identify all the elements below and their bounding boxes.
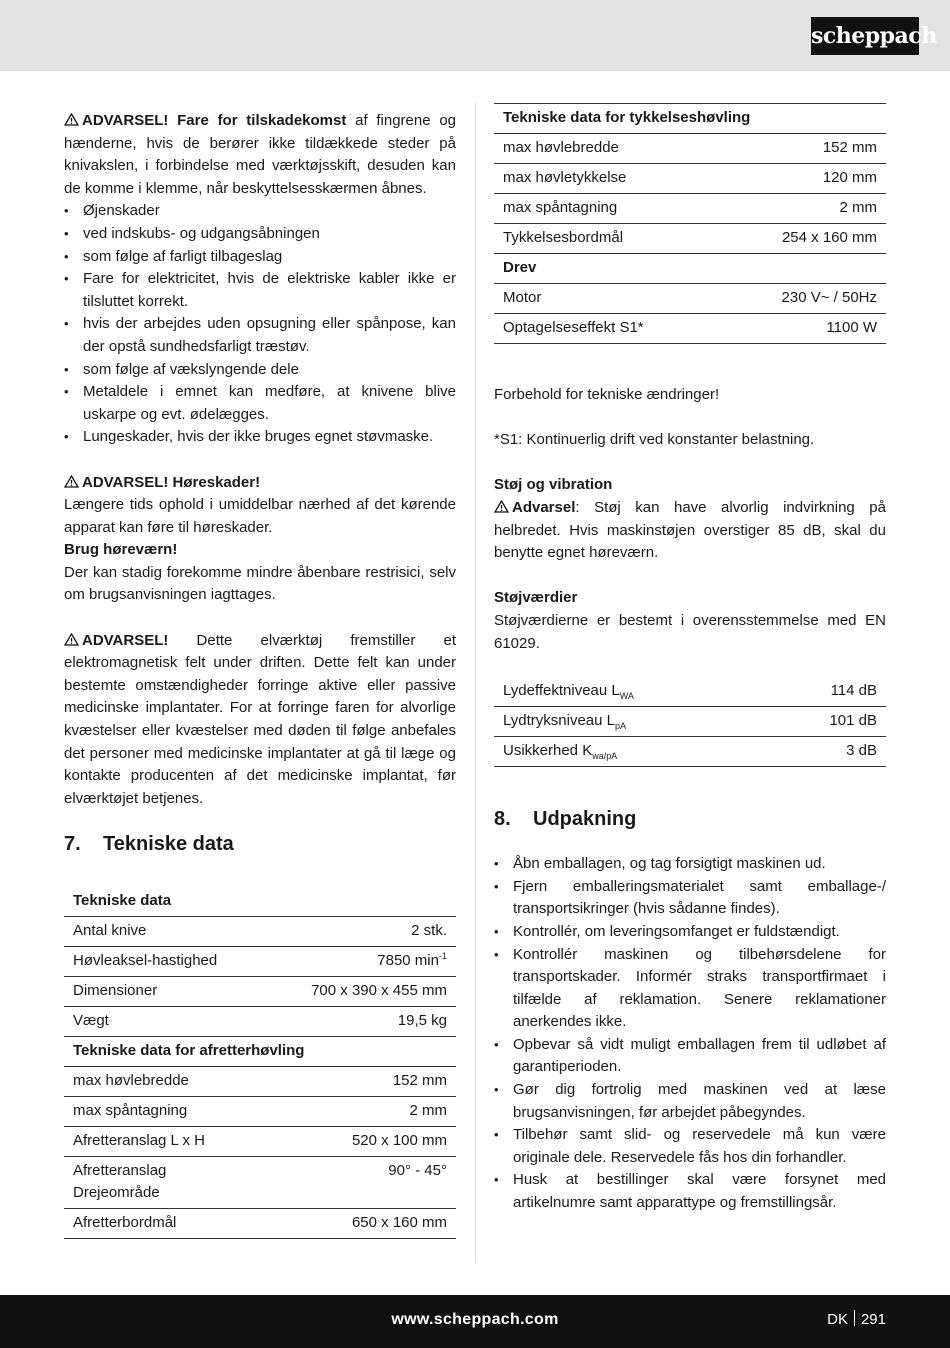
- technical-data-table: [64, 887, 456, 1239]
- list-item: • Tilbehør samt slid- og reservedele må kun være originale dele. Reservedele fås hos din forhandler.: [494, 1124, 886, 1169]
- page-number-value: 291: [860, 1311, 886, 1328]
- left-column: [64, 110, 456, 1239]
- s1-note: *S1: Kontinuerlig drift ved konstanter belastning.: [494, 431, 815, 449]
- noise-vibration-heading: Støj og vibration: [494, 476, 613, 494]
- separator: [854, 1310, 855, 1326]
- list-item: • Opbevar så vidt muligt emballagen frem til udløbet af garantiperioden.: [494, 1034, 886, 1079]
- thicknessing-data-table: [494, 103, 886, 344]
- list-item: • Fare for elektricitet, hvis de elektriske kabler ikke er tilsluttet korrekt.: [64, 268, 456, 313]
- language-code: DK: [827, 1311, 848, 1328]
- list-item: • Lungeskader, hvis der ikke bruges egnet støvmaske.: [64, 426, 456, 449]
- table-row: Antal knive 2 stk.: [64, 917, 456, 947]
- table-row: Tekniske data for afretterhøvling: [64, 1037, 456, 1067]
- table-row: Vægt 19,5 kg: [64, 1007, 456, 1037]
- table-row: max høvlebredde 152 mm: [64, 1067, 456, 1097]
- list-item: • Gør dig fortrolig med maskinen ved at læse brugsanvisningen, før arbejdet påbegyndes.: [494, 1079, 886, 1124]
- table-row: Dimensioner 700 x 390 x 455 mm: [64, 977, 456, 1007]
- table-row: Usikkerhed $K_{wa/pA}$ 3 dB: [494, 737, 886, 767]
- table-row: Lydeffektniveau $L_{WA}$ 114 dB: [494, 677, 886, 707]
- page-number: [827, 1309, 886, 1332]
- noise-values-heading: Støjværdier: [494, 589, 578, 607]
- table-row: Tekniske data for tykkelseshøvling: [494, 104, 886, 134]
- table-row: Afretterbordmål 650 x 160 mm: [64, 1209, 456, 1239]
- list-item: • hvis der arbejdes uden opsugning eller spånpose, kan der opstå sundhedsfarligt træstøv.: [64, 313, 456, 358]
- noise-values-section: Støjværdier Støjværdierne er bestemt i overensstemmelse med EN 61029.: [494, 589, 886, 652]
- table-row: max høvletykkelse 120 mm: [494, 164, 886, 194]
- warning-hearing: [64, 472, 456, 608]
- residual-risk-text: Der kan stadig forekomme mindre åbenbare restrisici, selv om brugsanvisningen iagttages.: [64, 563, 456, 604]
- warning-injury-heading: ADVARSEL! Fare for tilskadekomst: [82, 112, 347, 129]
- table-row: Lydtryksniveau $L_{pA}$ 101 dB: [494, 707, 886, 737]
- warning-hearing-heading: ADVARSEL! Høreskader!: [82, 473, 261, 491]
- warning-triangle-icon: [494, 500, 509, 513]
- warning-emf: [64, 630, 456, 811]
- website-link[interactable]: www.scheppach.com: [391, 1311, 559, 1328]
- section-7-heading: 7. Tekniske data: [64, 833, 234, 856]
- unpacking-list: [494, 853, 886, 1215]
- table-row: Afretteranslag L x H 520 x 100 mm: [64, 1127, 456, 1157]
- noise-values-table: [494, 677, 886, 767]
- warning-triangle-icon: [64, 475, 79, 488]
- footer-bar: [0, 1295, 950, 1348]
- warning-triangle-icon: [64, 633, 79, 646]
- list-item: • Øjenskader: [64, 200, 456, 223]
- warning-emf-heading: ADVARSEL!: [82, 631, 169, 649]
- column-divider: [475, 103, 476, 1263]
- list-item: • Kontrollér maskinen og tilbehørsdelene for transportskader. Informér straks transportfirmaet i tilfælde af reklamation. Senere reklamationer anerkendes ikke.: [494, 944, 886, 1034]
- list-item: • Metaldele i emnet kan medføre, at knivene blive uskarpe og evt. ødelægges.: [64, 381, 456, 426]
- scheppach-logo: scheppach: [811, 17, 919, 55]
- section-8-heading: 8. Udpakning: [494, 808, 637, 831]
- table-row: Afretteranslag Drejeområde 90° - 45°: [64, 1157, 456, 1209]
- warning-injury: [64, 110, 456, 200]
- warning-injury-text: af fingrene og hænderne, hvis de berører ikke tildækkede steder på knivakslen, i forbindelse med værktøjsskift, desuden kan de komme i klemme, når beskyttelsesskærmen åbnes.: [64, 112, 456, 197]
- list-item: • Husk at bestillinger skal være forsynet med artikelnumre samt apparattype og fremstillingsår.: [494, 1169, 886, 1214]
- table-row: max høvlebredde 152 mm: [494, 134, 886, 164]
- table-row: Tekniske data: [64, 887, 456, 917]
- warning-emf-text: Dette elværktøj fremstiller et elektromagnetisk felt under driften. Dette felt kan under bestemte omstændigheder forringe aktive eller passive medicinske implantater. For at forringe faren for alvorlige kvæstelser eller kvæstelser med døden til følge anbefales det personer med medicinske implantater at gå til læge og kontakte producenten af det medicinske implantat, før elværktøjet betjenes.: [64, 631, 456, 807]
- table-row: Høvleaksel-hastighed 7850 $\min^{-1}$: [64, 947, 456, 977]
- warning-triangle-icon: [64, 113, 79, 126]
- injury-list: [64, 200, 456, 449]
- warning-hearing-text: Længere tids ophold i umiddelbar nærhed af det kørende apparat kan føre til høreskader.: [64, 496, 456, 536]
- table-row: Tykkelsesbordmål 254 x 160 mm: [494, 224, 886, 254]
- table-row: Optagelseseffekt S1* 1100 W: [494, 314, 886, 344]
- right-column: [494, 103, 886, 1215]
- list-item: • ved indskubs- og udgangsåbningen: [64, 223, 456, 246]
- table-row: Motor 230 V~ / 50Hz: [494, 284, 886, 314]
- hearing-protection-heading: Brug høreværn!: [64, 541, 178, 559]
- list-item: • som følge af vækslyngende dele: [64, 359, 456, 382]
- table-row: max spåntagning 2 mm: [64, 1097, 456, 1127]
- list-item: • Kontrollér, om leveringsomfanget er fuldstændigt.: [494, 921, 886, 944]
- list-item: • Fjern emballeringsmaterialet samt emballage-/ transportsikringer (hvis sådanne findes).: [494, 876, 886, 921]
- list-item: • Åbn emballagen, og tag forsigtigt maskinen ud.: [494, 853, 886, 876]
- table-row: Drev: [494, 254, 886, 284]
- header-band: [0, 0, 950, 71]
- noise-vibration-section: Støj og vibration Advarsel: Støj kan have alvorlig indvirkning på helbredet. Hvis maskinstøjen overstiger 85 dB, skal du benytte egnet høreværn.: [494, 476, 886, 562]
- table-row: max spåntagning 2 mm: [494, 194, 886, 224]
- list-item: • som følge af farligt tilbageslag: [64, 246, 456, 269]
- technical-changes-note: Forbehold for tekniske ændringer!: [494, 386, 720, 403]
